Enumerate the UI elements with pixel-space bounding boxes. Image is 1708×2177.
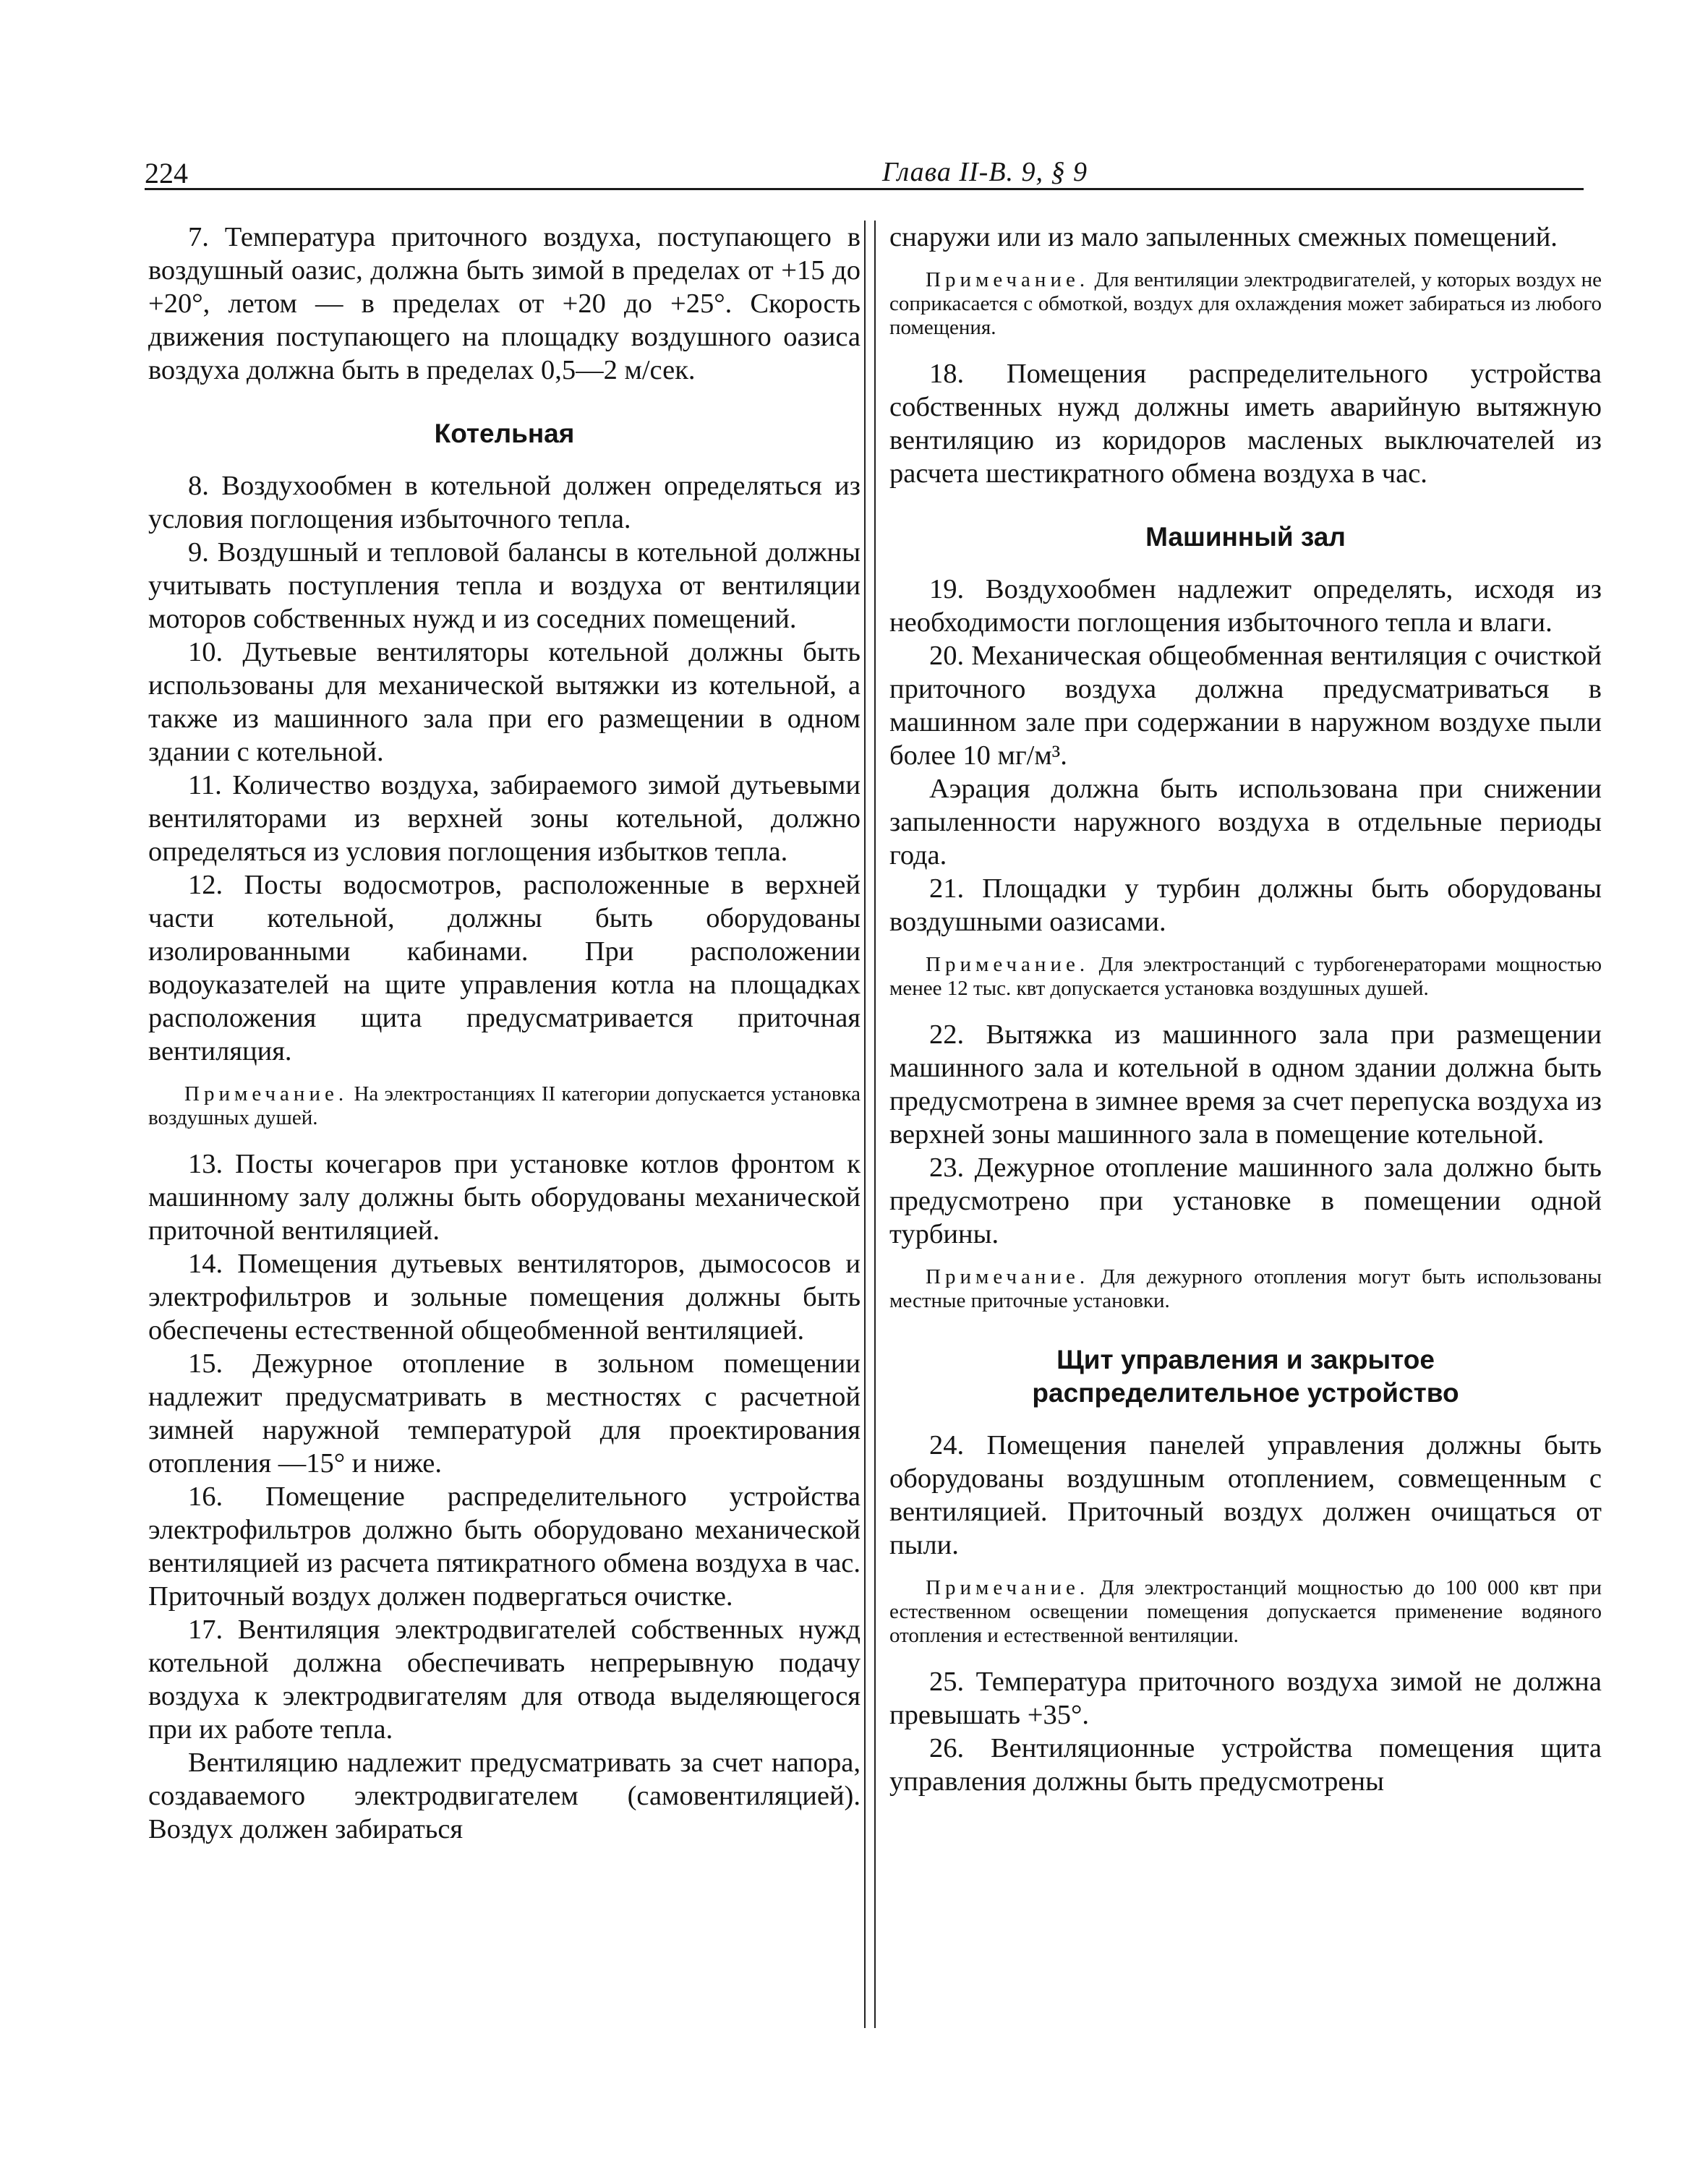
paragraph-20-aeration: Аэрация должна быть использована при снижении запыленности наружного воздуха в отдельные периоды года. [889, 774, 1602, 871]
heading-line-1: Щит управления и закрытое [1056, 1345, 1435, 1374]
paragraph-15: 15. Дежурное отопление в зольном помещении надлежит предусматривать в местностях с расчетной зимней наружной температурой для проектирования отопления —15° и ниже. [148, 1348, 861, 1479]
paragraph-16: 16. Помещение распределительного устройства электрофильтров должно быть оборудовано механической вентиляцией из расчета пятикратного обмена воздуха в час. Приточный воздух должен подвергаться очистке. [148, 1481, 861, 1612]
note-label: Примечание. [926, 268, 1090, 291]
paragraph-17: 17. Вентиляция электродвигателей собственных нужд котельной должна обеспечивать непрерывную подачу воздуха к электродвигателям для отвода выделяющегося при их работе тепла. [148, 1614, 861, 1745]
page-header [145, 152, 1584, 195]
column-divider [864, 221, 876, 2028]
note-label: Примечание. [184, 1082, 349, 1105]
paragraph-25: 25. Температура приточного воздуха зимой не должна превышать +35°. [889, 1667, 1602, 1730]
paragraph-23: 23. Дежурное отопление машинного зала должно быть предусмотрено при установке в помещении одной турбины. [889, 1152, 1602, 1249]
paragraph-22: 22. Вытяжка из машинного зала при размещении машинного зала и котельной в одном здании должна быть предусмотрена в зимнее время за счет перепуска воздуха из верхней зоны машинного зала в помещение котельной. [889, 1019, 1602, 1150]
paragraph-14: 14. Помещения дутьевых вентиляторов, дымососов и электрофильтров и зольные помещения должны быть обеспечены естественной общеобменной вентиляцией. [148, 1249, 861, 1346]
section-heading-machine-hall: Машинный зал [1145, 522, 1346, 552]
note-text: Для электростанций с турбогенераторами мощностью менее 12 тыс. квт допускается установка воздушных душей. [889, 953, 1602, 1000]
right-column [889, 221, 1602, 1798]
section-heading-boiler-room: Котельная [434, 419, 575, 448]
paragraph-8: 8. Воздухообмен в котельной должен определяться из условия поглощения избыточного тепла. [148, 471, 861, 534]
paragraph-17-end: снаружи или из мало запыленных смежных помещений. [889, 222, 1558, 252]
note-2 [889, 268, 1602, 340]
paragraph-18: 18. Помещения распределительного устройства собственных нужд должны иметь аварийную вытяжную вентиляцию из коридоров масленых выключателей из расчета шестикратного обмена воздуха в час. [889, 359, 1602, 489]
paragraph-24: 24. Помещения панелей управления должны быть оборудованы воздушным отоплением, совмещенным с вентиляцией. Приточный воздух должен очищаться от пыли. [889, 1430, 1602, 1560]
paragraph-11: 11. Количество воздуха, забираемого зимой дутьевыми вентиляторами из верхней зоны котельной, должно определяться из условия поглощения избытков тепла. [148, 770, 861, 867]
paragraph-7: 7. Температура приточного воздуха, поступающего в воздушный оазис, должна быть зимой в пределах от +15 до +20°, летом — в пределах от +20 до +25°. Скорость движения поступающего на площадку воздушного оазиса воздуха должна быть в пределах 0,5—2 м/сек. [148, 222, 861, 385]
note-1 [148, 1082, 861, 1130]
paragraph-12: 12. Посты водосмотров, расположенные в верхней части котельной, должны быть оборудованы изолированными кабинами. При расположении водоуказателей на щите управления котла на площадках расположения щита предусматривается приточная вентиляция. [148, 870, 861, 1066]
note-label: Примечание. [926, 953, 1090, 976]
paragraph-19: 19. Воздухообмен надлежит определять, исходя из необходимости поглощения избыточного тепла и влаги. [889, 574, 1602, 638]
paragraph-17-continued: Вентиляцию надлежит предусматривать за счет напора, создаваемого электродвигателем (самовентиляцией). Воздух должен забираться [148, 1748, 861, 1844]
paragraph-20: 20. Механическая общеобменная вентиляция с очисткой приточного воздуха должна предусматриваться в машинном зале при содержании в наружном воздухе пыли более 10 мг/м³. [889, 641, 1602, 771]
note-text: Для дежурного отопления могут быть использованы местные приточные установки. [889, 1265, 1602, 1312]
note-5 [889, 1576, 1602, 1648]
note-text: На электростанциях II категории допускается установка воздушных душей. [148, 1082, 861, 1129]
note-label: Примечание. [926, 1265, 1090, 1288]
heading-line-2: распределительное устройство [1032, 1378, 1459, 1408]
header-rule [145, 188, 1584, 190]
note-text: Для электростанций мощностью до 100 000 квт при естественном освещении помещения допускается применение водяного отопления и естественной вентиляции. [889, 1576, 1602, 1647]
paragraph-26: 26. Вентиляционные устройства помещения щита управления должны быть предусмотрены [889, 1733, 1602, 1797]
paragraph-21: 21. Площадки у турбин должны быть оборудованы воздушными оазисами. [889, 873, 1602, 937]
note-3 [889, 953, 1602, 1001]
paragraph-9: 9. Воздушный и тепловой балансы в котельной должны учитывать поступления тепла и воздуха от вентиляции моторов собственных нужд и из соседних помещений. [148, 537, 861, 634]
running-head: Глава II-В. 9, § 9 [882, 157, 1088, 187]
paragraph-10: 10. Дутьевые вентиляторы котельной должны быть использованы для механической вытяжки из котельной, а также из машинного зала при его размещении в одном здании с котельной. [148, 637, 861, 767]
left-column [148, 221, 861, 1846]
note-text: Для вентиляции электродвигателей, у которых воздух не соприкасается с обмоткой, воздух для охлаждения может забираться из любого помещения. [889, 268, 1602, 339]
page-number: 224 [145, 157, 188, 189]
section-heading-control-panel [889, 1343, 1602, 1410]
note-4 [889, 1265, 1602, 1313]
note-label: Примечание. [926, 1576, 1090, 1599]
paragraph-13: 13. Посты кочегаров при установке котлов фронтом к машинному залу должны быть оборудованы механической приточной вентиляцией. [148, 1149, 861, 1246]
